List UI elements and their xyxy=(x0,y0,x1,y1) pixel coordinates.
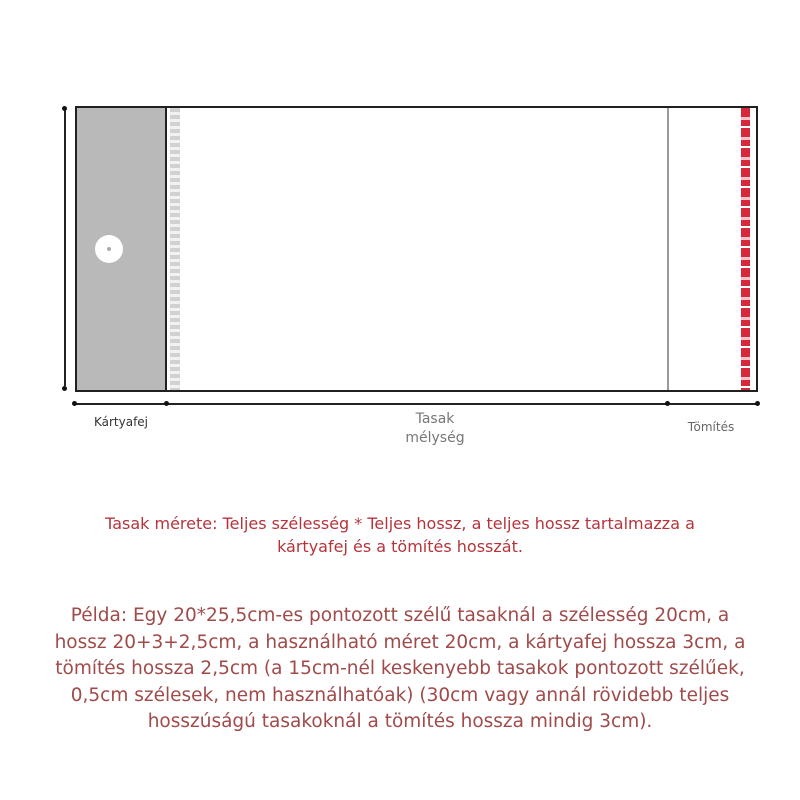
example-line: tömítés hossza 2,5cm (a 15cm-nél keskenyebb tasakok pontozott szélűek, xyxy=(55,658,745,679)
seal-label: Tömítés xyxy=(687,420,735,434)
bag-depth-label-line1: Tasak xyxy=(415,411,455,427)
dimension-tick-end xyxy=(755,401,760,406)
dimension-tick-start xyxy=(72,401,77,406)
seal-perforation xyxy=(741,108,750,390)
size-rule-text xyxy=(60,512,740,558)
bag-outline xyxy=(75,106,758,392)
size-rule-line: Tasak mérete: Teljes szélesség * Teljes hossz, a teljes hossz tartalmazza a xyxy=(105,514,695,533)
example-line: 0,5cm szélesek, nem használhatóak) (30cm vagy annál rövidebb teljes xyxy=(70,684,730,706)
header-perforation xyxy=(170,108,180,390)
card-header-area xyxy=(77,108,167,390)
card-header-label: Kártyafej xyxy=(93,415,149,429)
hang-hole-icon xyxy=(95,235,123,263)
example-line: hossz 20+3+2,5cm, a használható méret 20cm, a kártyafej hossza 3cm, a xyxy=(54,631,746,653)
bag-depth-label-line2: mélység xyxy=(405,430,465,446)
size-rule-line: kártyafej és a tömítés hosszát. xyxy=(277,537,523,556)
example-line: hosszúságú tasakoknál a tömítés hossza mindig 3cm). xyxy=(147,711,653,732)
dimension-tick-header-end xyxy=(164,401,169,406)
length-dimension-line xyxy=(75,403,758,405)
seal-fold-line xyxy=(667,108,669,390)
example-line: Példa: Egy 20*25,5cm-es pontozott szélű tasaknál a szélesség 20cm, a xyxy=(70,605,730,626)
width-dimension-line xyxy=(64,110,66,386)
width-dimension-endpoint-top xyxy=(62,106,67,111)
example-text xyxy=(40,603,760,736)
width-dimension-endpoint-bottom xyxy=(62,386,67,391)
bag-depth-label xyxy=(350,410,520,448)
dimension-tick-seal-start xyxy=(665,401,670,406)
